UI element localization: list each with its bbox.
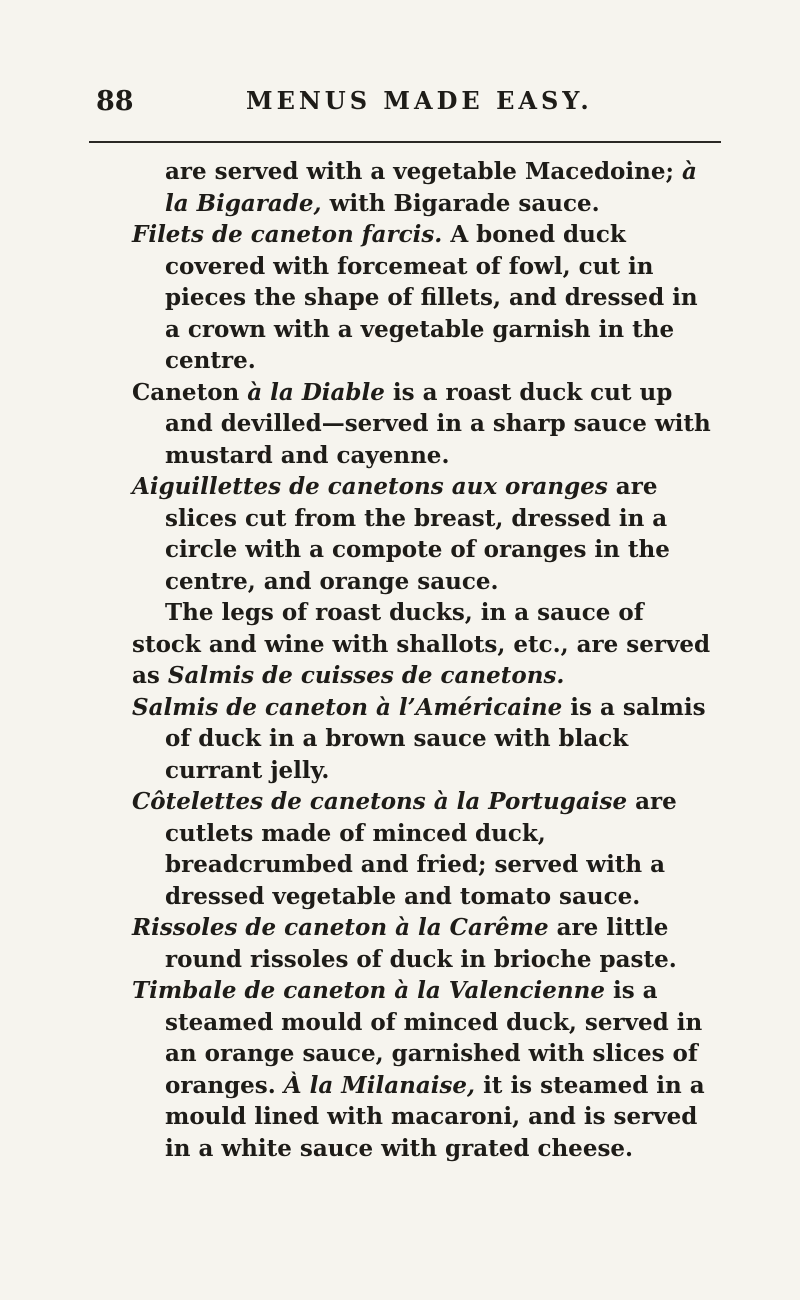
text-run: are cutlets made of minced duck, breadcrumbed and fried; served with a dressed vegetable and tomato sauce. [165, 788, 677, 910]
text-run: Rissoles de caneton à la Carême [132, 914, 549, 941]
body-text [132, 156, 720, 1164]
text-run: are slices cut from the breast, dressed in a circle with a compote of oranges in the centre, and orange sauce. [165, 473, 670, 595]
page-number: 88 [96, 86, 134, 117]
text-run: À la Milanaise, [283, 1071, 476, 1099]
paragraph-salmis-americaine [132, 692, 720, 787]
paragraph-cotelettes [132, 786, 720, 912]
paragraph-bigarade [132, 156, 720, 219]
text-run: The legs of roast ducks, in a sauce of stock and wine with shallots, etc., are served as [132, 599, 711, 689]
header-rule [89, 141, 721, 143]
text-run: is a roast duck cut up and devilled—served in a sharp sauce with mustard and cayenne. [165, 378, 711, 469]
text-run: are little round rissoles of duck in brioche paste. [165, 914, 677, 973]
text-run: Salmis de caneton à l’Américaine [132, 693, 563, 721]
text-run: à la Bigarade, [165, 158, 697, 217]
text-run: is a steamed mould of minced duck, served in an orange sauce, garnished with slices of oranges. [165, 977, 703, 1099]
paragraph-legs-of-ducks [132, 597, 720, 692]
text-run: Caneton [132, 378, 248, 406]
paragraph-filets-de-caneton [132, 219, 720, 377]
text-run: are served with a vegetable Macedoine; [165, 158, 682, 185]
text-run: with Bigarade sauce. [321, 189, 600, 217]
paragraph-timbale [132, 975, 720, 1164]
text-run: Timbale de caneton à la Valencienne [132, 977, 605, 1004]
text-run: Filets de caneton farcis. [132, 221, 443, 248]
paragraph-caneton-diable [132, 377, 720, 472]
text-run: Côtelettes de canetons à la Portugaise [132, 788, 628, 815]
text-run: it is steamed in a mould lined with macaroni, and is served in a white sauce with grated cheese. [165, 1071, 705, 1162]
running-head: MENUS MADE EASY. [246, 86, 593, 115]
text-run: à la Diable [247, 378, 385, 406]
paragraph-rissoles [132, 912, 720, 975]
text-run: is a salmis of duck in a brown sauce with black currant jelly. [165, 693, 706, 784]
text-run: A boned duck covered with forcemeat of fowl, cut in pieces the shape of fillets, and dressed in a crown with a vegetable garnish in the centre. [165, 221, 698, 374]
paragraph-aiguillettes [132, 471, 720, 597]
page-header [96, 86, 716, 126]
text-run: Aiguillettes de canetons aux oranges [132, 473, 608, 500]
text-run: Salmis de cuisses de canetons. [167, 662, 565, 689]
